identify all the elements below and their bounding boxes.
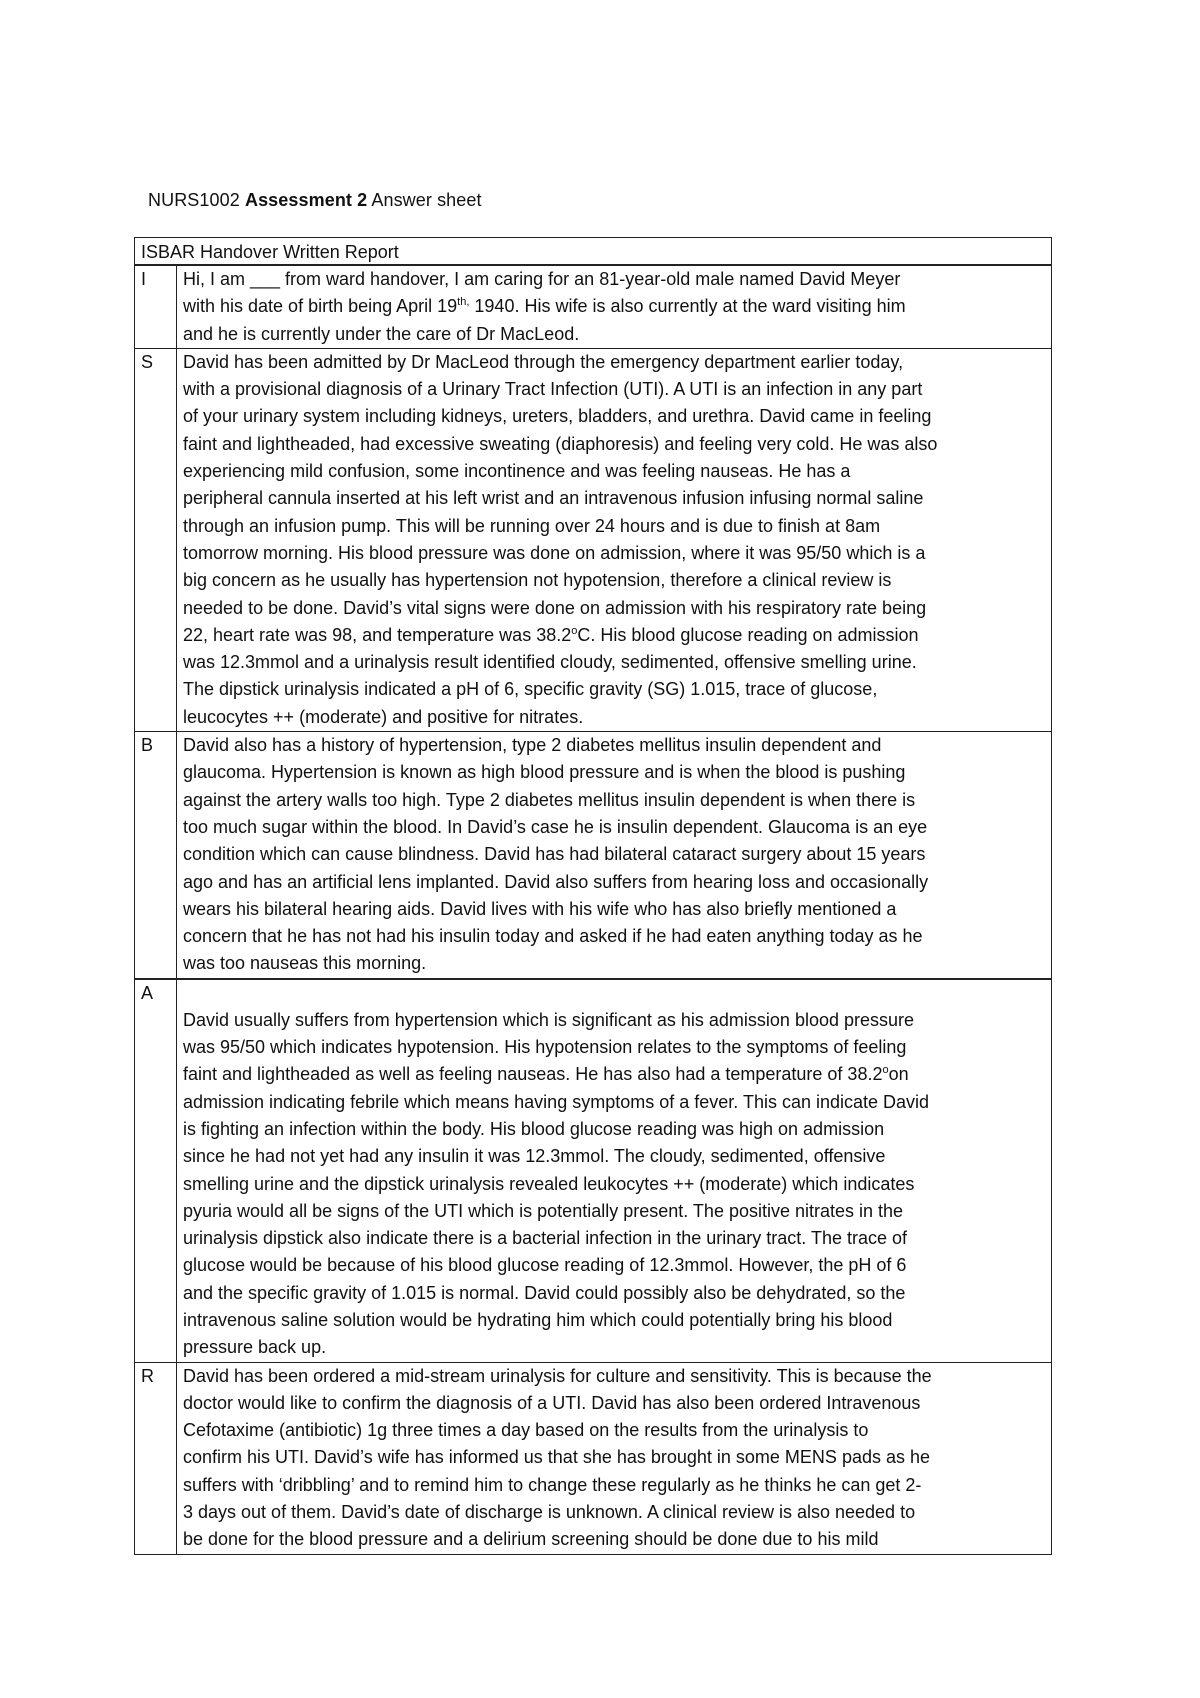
section-letter-s: S (135, 348, 177, 731)
section-letter-r: R (135, 1362, 177, 1554)
isbar-table (134, 237, 1052, 1555)
section-letter-i: I (135, 265, 177, 348)
degree-symbol: o (571, 624, 578, 637)
section-text-a-part2: on admission indicating febrile which means having symptoms of a fever. This can indicate David is fighting an infection within the body. His blood glucose reading was high on admission since he had not yet had any insulin it was 12.3mmol. The cloudy, sedimented, offensive smelling urine and the dipstick urinalysis revealed leukocytes ++ (moderate) which indicates pyuria would all be signs of the UTI which is potentially present. The positive nitrates in the urinalysis dipstick also indicate there is a bacterial infection in the urinary tract. The trace of glucose would be because of his blood glucose reading of 12.3mmol. However, the pH of 6 and the specific gravity of 1.015 is normal. David could possibly also be dehydrated, so the intravenous saline solution would be hydrating him which could potentially bring his blood pressure back up. (183, 1064, 930, 1358)
section-text-i-part2: 1940. His wife is also currently at the ward visiting him and he is currently under the care of Dr MacLeod. (183, 296, 906, 344)
section-row-i (135, 265, 1052, 348)
section-text-a (177, 979, 1052, 1362)
page-title (148, 190, 482, 211)
assessment-label: Assessment 2 (244, 190, 368, 210)
section-text-b (177, 732, 1052, 979)
ordinal-suffix: th, (457, 296, 470, 309)
section-text-i-part1: Hi, I am ___ from ward handover, I am caring for an 81-year-old male named David Meyer with his date of birth being April 19 (183, 269, 901, 317)
section-text-a-part1: David usually suffers from hypertension which is significant as his admission blood pressure was 95/50 which indicates hypotension. His hypotension relates to the symptoms of feeling faint and lightheaded as well as feeling nauseas. He has also had a temperature of 38.2 (183, 1009, 915, 1085)
section-row-s (135, 348, 1052, 731)
section-row-b (135, 732, 1052, 979)
section-letter-a: A (135, 979, 177, 1362)
section-text-s (177, 348, 1052, 731)
table-header: ISBAR Handover Written Report (135, 238, 1052, 266)
section-row-a (135, 979, 1052, 1362)
answer-sheet-label: Answer sheet (371, 190, 482, 210)
section-text-r (177, 1362, 1052, 1554)
table-header-row (135, 238, 1052, 266)
section-text-r-part1: David has been ordered a mid-stream urinalysis for culture and sensitivity. This is because the doctor would like to confirm the diagnosis of a UTI. David has also been ordered Intravenous Cefotaxime (antibiotic) 1g three times a day based on the results from the urinalysis to confirm his UTI. David’s wife has informed us that she has brought in some MENS pads as he suffers with ‘dribbling’ and to remind him to change these regularly as he thinks he can get 2- 3 days out of them. David’s date of discharge is unknown. A clinical review is also needed to be done for the blood pressure and a delirium screening should be done due to his mild (183, 1365, 932, 1550)
section-text-s-part2: C. His blood glucose reading on admission was 12.3mmol and a urinalysis result identified cloudy, sedimented, offensive smelling urine. The dipstick urinalysis indicated a pH of 6, specific gravity (SG) 1.015, trace of glucose, leucocytes ++ (moderate) and positive for nitrates. (183, 624, 919, 727)
section-row-r (135, 1362, 1052, 1554)
section-text-i (177, 265, 1052, 348)
section-letter-b: B (135, 732, 177, 979)
degree-symbol: o (882, 1064, 889, 1077)
section-text-b-part1: David also has a history of hypertension, type 2 diabetes mellitus insulin dependent and glaucoma. Hypertension is known as high blood pressure and is when the blood is pushing against the artery walls too high. Type 2 diabetes mellitus insulin dependent is when there is too much sugar within the blood. In David’s case he is insulin dependent. Glaucoma is an eye condition which can cause blindness. David has had bilateral cataract surgery about 15 years ago and has an artificial lens implanted. David also suffers from hearing loss and occasionally wears his bilateral hearing aids. David lives with his wife who has also briefly mentioned a concern that he has not had his insulin today and asked if he had eaten anything today as he was too nauseas this morning. (183, 735, 929, 974)
course-code: NURS1002 (148, 190, 240, 210)
section-text-s-part1: David has been admitted by Dr MacLeod through the emergency department earlier today, with a provisional diagnosis of a Urinary Tract Infection (UTI). A UTI is an infection in any part of your urinary system including kidneys, ureters, bladders, and urethra. David came in feeling faint and lightheaded, had excessive sweating (diaphoresis) and feeling very cold. He was also experiencing mild confusion, some incontinence and was feeling nauseas. He has a peripheral cannula inserted at his left wrist and an intravenous infusion infusing normal saline through an infusion pump. This will be running over 24 hours and is due to finish at 8am tomorrow morning. His blood pressure was done on admission, where it was 95/50 which is a big concern as he usually has hypertension not hypotension, therefore a clinical review is needed to be done. David’s vital signs were done on admission with his respiratory rate being 22, heart rate was 98, and temperature was 38.2 (183, 351, 938, 645)
